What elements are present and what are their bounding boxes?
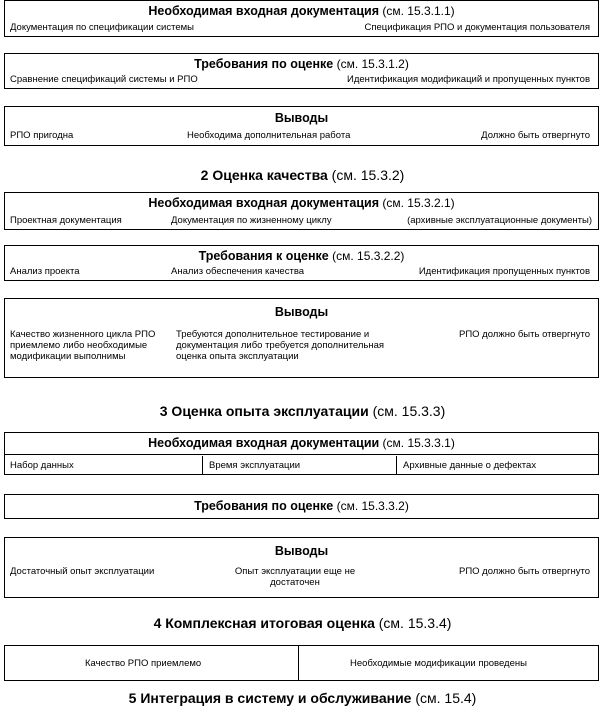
section-3-title: 3 Оценка опыта эксплуатации — [159, 403, 369, 419]
section-4-heading — [0, 614, 605, 632]
requirement-item: Анализ проекта — [10, 266, 80, 277]
requirements-title-1: Требования по оценке — [194, 57, 334, 71]
section-4-ref: (см. 15.3.4) — [374, 615, 452, 631]
cell-divider — [396, 456, 397, 474]
conclusion-item: РПО пригодна — [10, 130, 74, 141]
requirement-item: Идентификация пропущенных пунктов — [418, 266, 590, 277]
conclusions-title-2: Выводы — [274, 305, 329, 319]
requirements-ref-1: (см. 15.3.1.2) — [333, 57, 409, 71]
requirements-title-3: Требования по оценке — [194, 499, 334, 513]
section-5-title: 5 Интеграция в систему и обслуживание — [128, 690, 412, 706]
conclusions-box-3 — [4, 537, 599, 598]
conclusions-box-2 — [4, 298, 599, 378]
input-docs-box-1 — [4, 0, 599, 37]
requirement-item: Анализ обеспечения качества — [171, 266, 305, 277]
input-doc-item: (архивные эксплуатационные документы) — [407, 215, 592, 226]
input-doc-item: Проектная документация — [10, 215, 122, 226]
final-assessment-item: Необходимые модификации проведены — [350, 658, 527, 669]
input-doc-item: Время эксплуатации — [209, 460, 301, 471]
conclusion-item: РПО должно быть отвергнуто — [458, 566, 590, 577]
section-5-heading — [0, 689, 605, 707]
requirements-header-2 — [5, 249, 598, 264]
conclusions-title-3: Выводы — [274, 544, 329, 558]
conclusion-item: Должно быть отвергнуто — [481, 130, 590, 141]
section-5-ref: (см. 15.4) — [411, 690, 477, 706]
cell-divider — [202, 456, 203, 474]
conclusion-item: Качество жизненного цикла РПО приемлемо либо необходимые модификации выполнимы — [10, 329, 156, 362]
section-2-heading — [0, 166, 605, 184]
input-docs-ref-2: (см. 15.3.2.1) — [379, 196, 455, 210]
input-docs-header-3 — [5, 436, 598, 455]
requirements-box-3 — [4, 494, 599, 519]
requirements-ref-3: (см. 15.3.3.2) — [333, 499, 409, 513]
section-3-heading — [0, 402, 605, 420]
input-docs-ref-1: (см. 15.3.1.1) — [379, 4, 455, 18]
requirement-item: Сравнение спецификаций системы и РПО — [10, 74, 198, 85]
input-docs-title-3: Необходимая входная документации — [148, 436, 380, 450]
input-docs-title-1: Необходимая входная документация — [148, 4, 380, 18]
requirements-box-1 — [4, 53, 599, 89]
conclusion-item: РПО должно быть отвергнуто — [458, 329, 590, 340]
requirements-header-1 — [5, 57, 598, 72]
final-assessment-box — [4, 645, 599, 681]
conclusion-item: Требуются дополнительное тестирование и документация либо требуется дополнительная оценка опыта эксплуатации — [176, 329, 385, 362]
cell-divider — [298, 646, 299, 680]
input-doc-item: Документация по жизненному циклу — [171, 215, 332, 226]
input-doc-item: Спецификация РПО и документация пользователя — [364, 22, 590, 33]
requirements-header-3 — [5, 499, 598, 514]
input-docs-box-2 — [4, 192, 599, 230]
input-doc-item: Архивные данные о дефектах — [403, 460, 537, 471]
section-2-ref: (см. 15.3.2) — [327, 167, 405, 183]
requirements-ref-2: (см. 15.3.2.2) — [328, 249, 405, 263]
conclusions-header-3 — [5, 544, 598, 559]
final-assessment-item: Качество РПО приемлемо — [85, 658, 202, 669]
requirements-title-2: Требования к оценке — [198, 249, 329, 263]
section-3-ref: (см. 15.3.3) — [368, 403, 446, 419]
input-doc-item: Документация по спецификации системы — [10, 22, 195, 33]
conclusions-box-1 — [4, 106, 599, 146]
requirements-box-2 — [4, 245, 599, 281]
input-doc-item: Набор данных — [10, 460, 74, 471]
conclusions-header-1 — [5, 111, 598, 126]
requirement-item: Идентификация модификаций и пропущенных пунктов — [346, 74, 590, 85]
input-docs-header-1 — [5, 4, 598, 19]
conclusion-item: Достаточный опыт эксплуатации — [10, 566, 155, 577]
conclusions-header-2 — [5, 305, 598, 320]
section-4-title: 4 Комплексная итоговая оценка — [153, 615, 375, 631]
input-docs-ref-3: (см. 15.3.3.1) — [379, 436, 455, 450]
conclusion-item: Опыт эксплуатации еще не достаточен — [234, 566, 356, 588]
input-docs-box-3 — [4, 432, 599, 475]
conclusion-item: Необходима дополнительная работа — [187, 130, 351, 141]
conclusions-title-1: Выводы — [274, 111, 329, 125]
section-2-title: 2 Оценка качества — [200, 167, 328, 183]
input-docs-header-2 — [5, 196, 598, 211]
input-docs-title-2: Необходимая входная документация — [148, 196, 380, 210]
